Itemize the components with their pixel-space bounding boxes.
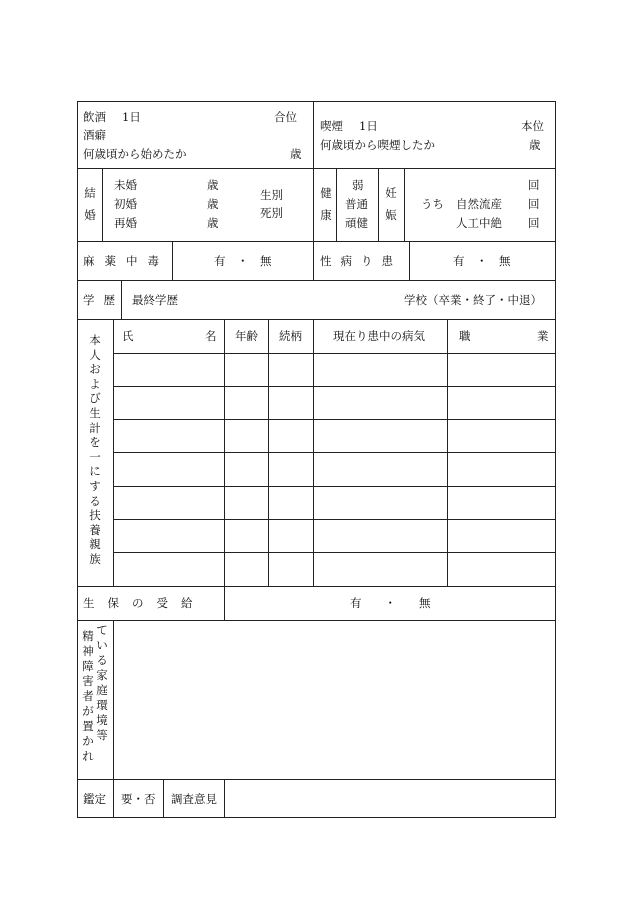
rule-health-levels xyxy=(378,168,379,241)
marriage-status-unmarried: 未婚 xyxy=(114,178,137,192)
marriage-separation-death: 死別 xyxy=(260,206,283,220)
dep-header-name-1: 氏 xyxy=(122,329,134,343)
rule-marriage-label xyxy=(102,168,103,241)
rule-appraisal-label xyxy=(113,779,114,818)
health-label: 健 康 xyxy=(320,186,332,222)
rule-dep-header-bottom xyxy=(113,353,556,354)
drinking-age-unit: 歳 xyxy=(290,147,302,161)
rule-dep-row-2 xyxy=(113,419,556,420)
pregnancy-miscarriage: 自然流産 xyxy=(456,197,502,211)
welfare-value: 有 ・ 無 xyxy=(350,596,431,610)
dep-header-relation: 続柄 xyxy=(279,329,302,343)
rule-environment-bottom xyxy=(77,779,556,780)
pregnancy-abortion-unit: 回 xyxy=(528,216,540,230)
rule-environment-label xyxy=(113,620,114,779)
drinking-start-question: 何歳頃から始めたか xyxy=(83,147,187,161)
smoking-daily: 1日 xyxy=(359,119,378,133)
rule-dep-row-5 xyxy=(113,519,556,520)
drinking-unit: 合位 xyxy=(274,110,297,124)
smoking-age-unit: 歳 xyxy=(529,138,541,152)
marriage-age-unmarried: 歳 xyxy=(207,178,219,192)
rule-appraisal-value xyxy=(163,779,164,818)
health-level-normal: 普通 xyxy=(345,197,368,211)
appraisal-label: 鑑定 xyxy=(83,792,106,806)
appraisal-opinion: 調査意見 xyxy=(171,792,217,806)
dep-header-job-2: 業 xyxy=(537,329,549,343)
rule-right xyxy=(555,101,556,818)
smoking-start-question: 何歳頃から喫煙したか xyxy=(320,138,435,152)
rule-pregnancy-label xyxy=(404,168,405,241)
smoking-unit: 本位 xyxy=(521,119,544,133)
dep-header-age: 年齢 xyxy=(235,329,258,343)
pregnancy-label: 妊 娠 xyxy=(385,186,397,222)
rule-left xyxy=(77,101,78,818)
environment-label-col2: ている家庭環境等 xyxy=(96,623,108,742)
rule-welfare-label xyxy=(224,586,225,620)
marriage-age-remarried: 歳 xyxy=(207,216,219,230)
dep-header-illness: 現在り患中の病気 xyxy=(333,329,425,343)
health-level-robust: 頑健 xyxy=(345,216,368,230)
rule-top xyxy=(77,101,556,102)
rule-dep-name xyxy=(224,319,225,586)
rule-mid-upper xyxy=(313,101,314,280)
rule-narcotics-label xyxy=(172,241,173,280)
rule-dep-row-3 xyxy=(113,452,556,453)
std-label: 性病り患 xyxy=(320,254,402,268)
rule-dep-row-6 xyxy=(113,552,556,553)
rule-std-label xyxy=(409,241,410,280)
pregnancy-within: うち xyxy=(421,197,444,211)
rule-dep-relation xyxy=(313,319,314,586)
rule-appraisal-opinion xyxy=(224,779,225,818)
std-value: 有 ・ 無 xyxy=(453,254,511,268)
narcotics-value: 有 ・ 無 xyxy=(214,254,272,268)
rule-marriage-bottom xyxy=(77,241,556,242)
smoking-label: 喫煙 xyxy=(320,119,343,133)
marriage-status-remarried: 再婚 xyxy=(114,216,137,230)
rule-narcotics-bottom xyxy=(77,280,556,281)
drinking-label: 飲酒 xyxy=(83,110,106,124)
health-level-weak: 弱 xyxy=(352,178,364,192)
education-school: 学校（卒業・終了・中退） xyxy=(404,293,542,307)
marriage-age-first: 歳 xyxy=(207,197,219,211)
rule-dep-row-4 xyxy=(113,486,556,487)
narcotics-label: 麻薬中毒 xyxy=(83,254,169,268)
marriage-label: 結 婚 xyxy=(84,186,96,222)
rule-welfare-bottom xyxy=(77,620,556,621)
rule-dependents-bottom xyxy=(77,586,556,587)
appraisal-value: 要・否 xyxy=(121,792,156,806)
investigation-form xyxy=(77,101,556,818)
rule-health-label xyxy=(336,168,337,241)
rule-dep-age xyxy=(268,319,269,586)
marriage-status-first: 初婚 xyxy=(114,197,137,211)
rule-bottom xyxy=(77,817,556,818)
pregnancy-miscarriage-unit: 回 xyxy=(528,197,540,211)
dep-header-job-1: 職 xyxy=(459,329,471,343)
rule-education-bottom xyxy=(77,319,556,320)
education-label: 学歴 xyxy=(83,293,124,307)
rule-dep-illness xyxy=(447,319,448,586)
pregnancy-count-unit: 回 xyxy=(528,178,540,192)
dep-header-name-2: 名 xyxy=(205,329,217,343)
environment-label-col1: 精神障害者が置かれ xyxy=(82,629,94,763)
pregnancy-abortion: 人工中絶 xyxy=(456,216,502,230)
rule-habits-bottom xyxy=(77,168,556,169)
drinking-habit: 酒癖 xyxy=(83,128,106,142)
drinking-daily: 1日 xyxy=(122,110,141,124)
rule-dep-side xyxy=(113,319,114,586)
education-final: 最終学歴 xyxy=(132,293,178,307)
rule-dep-row-1 xyxy=(113,386,556,387)
dependents-side-label: 本人および生計を一にする扶養親族 xyxy=(89,333,101,566)
welfare-label: 生保の受給 xyxy=(83,596,206,610)
marriage-separation-divorce: 生別 xyxy=(260,188,283,202)
